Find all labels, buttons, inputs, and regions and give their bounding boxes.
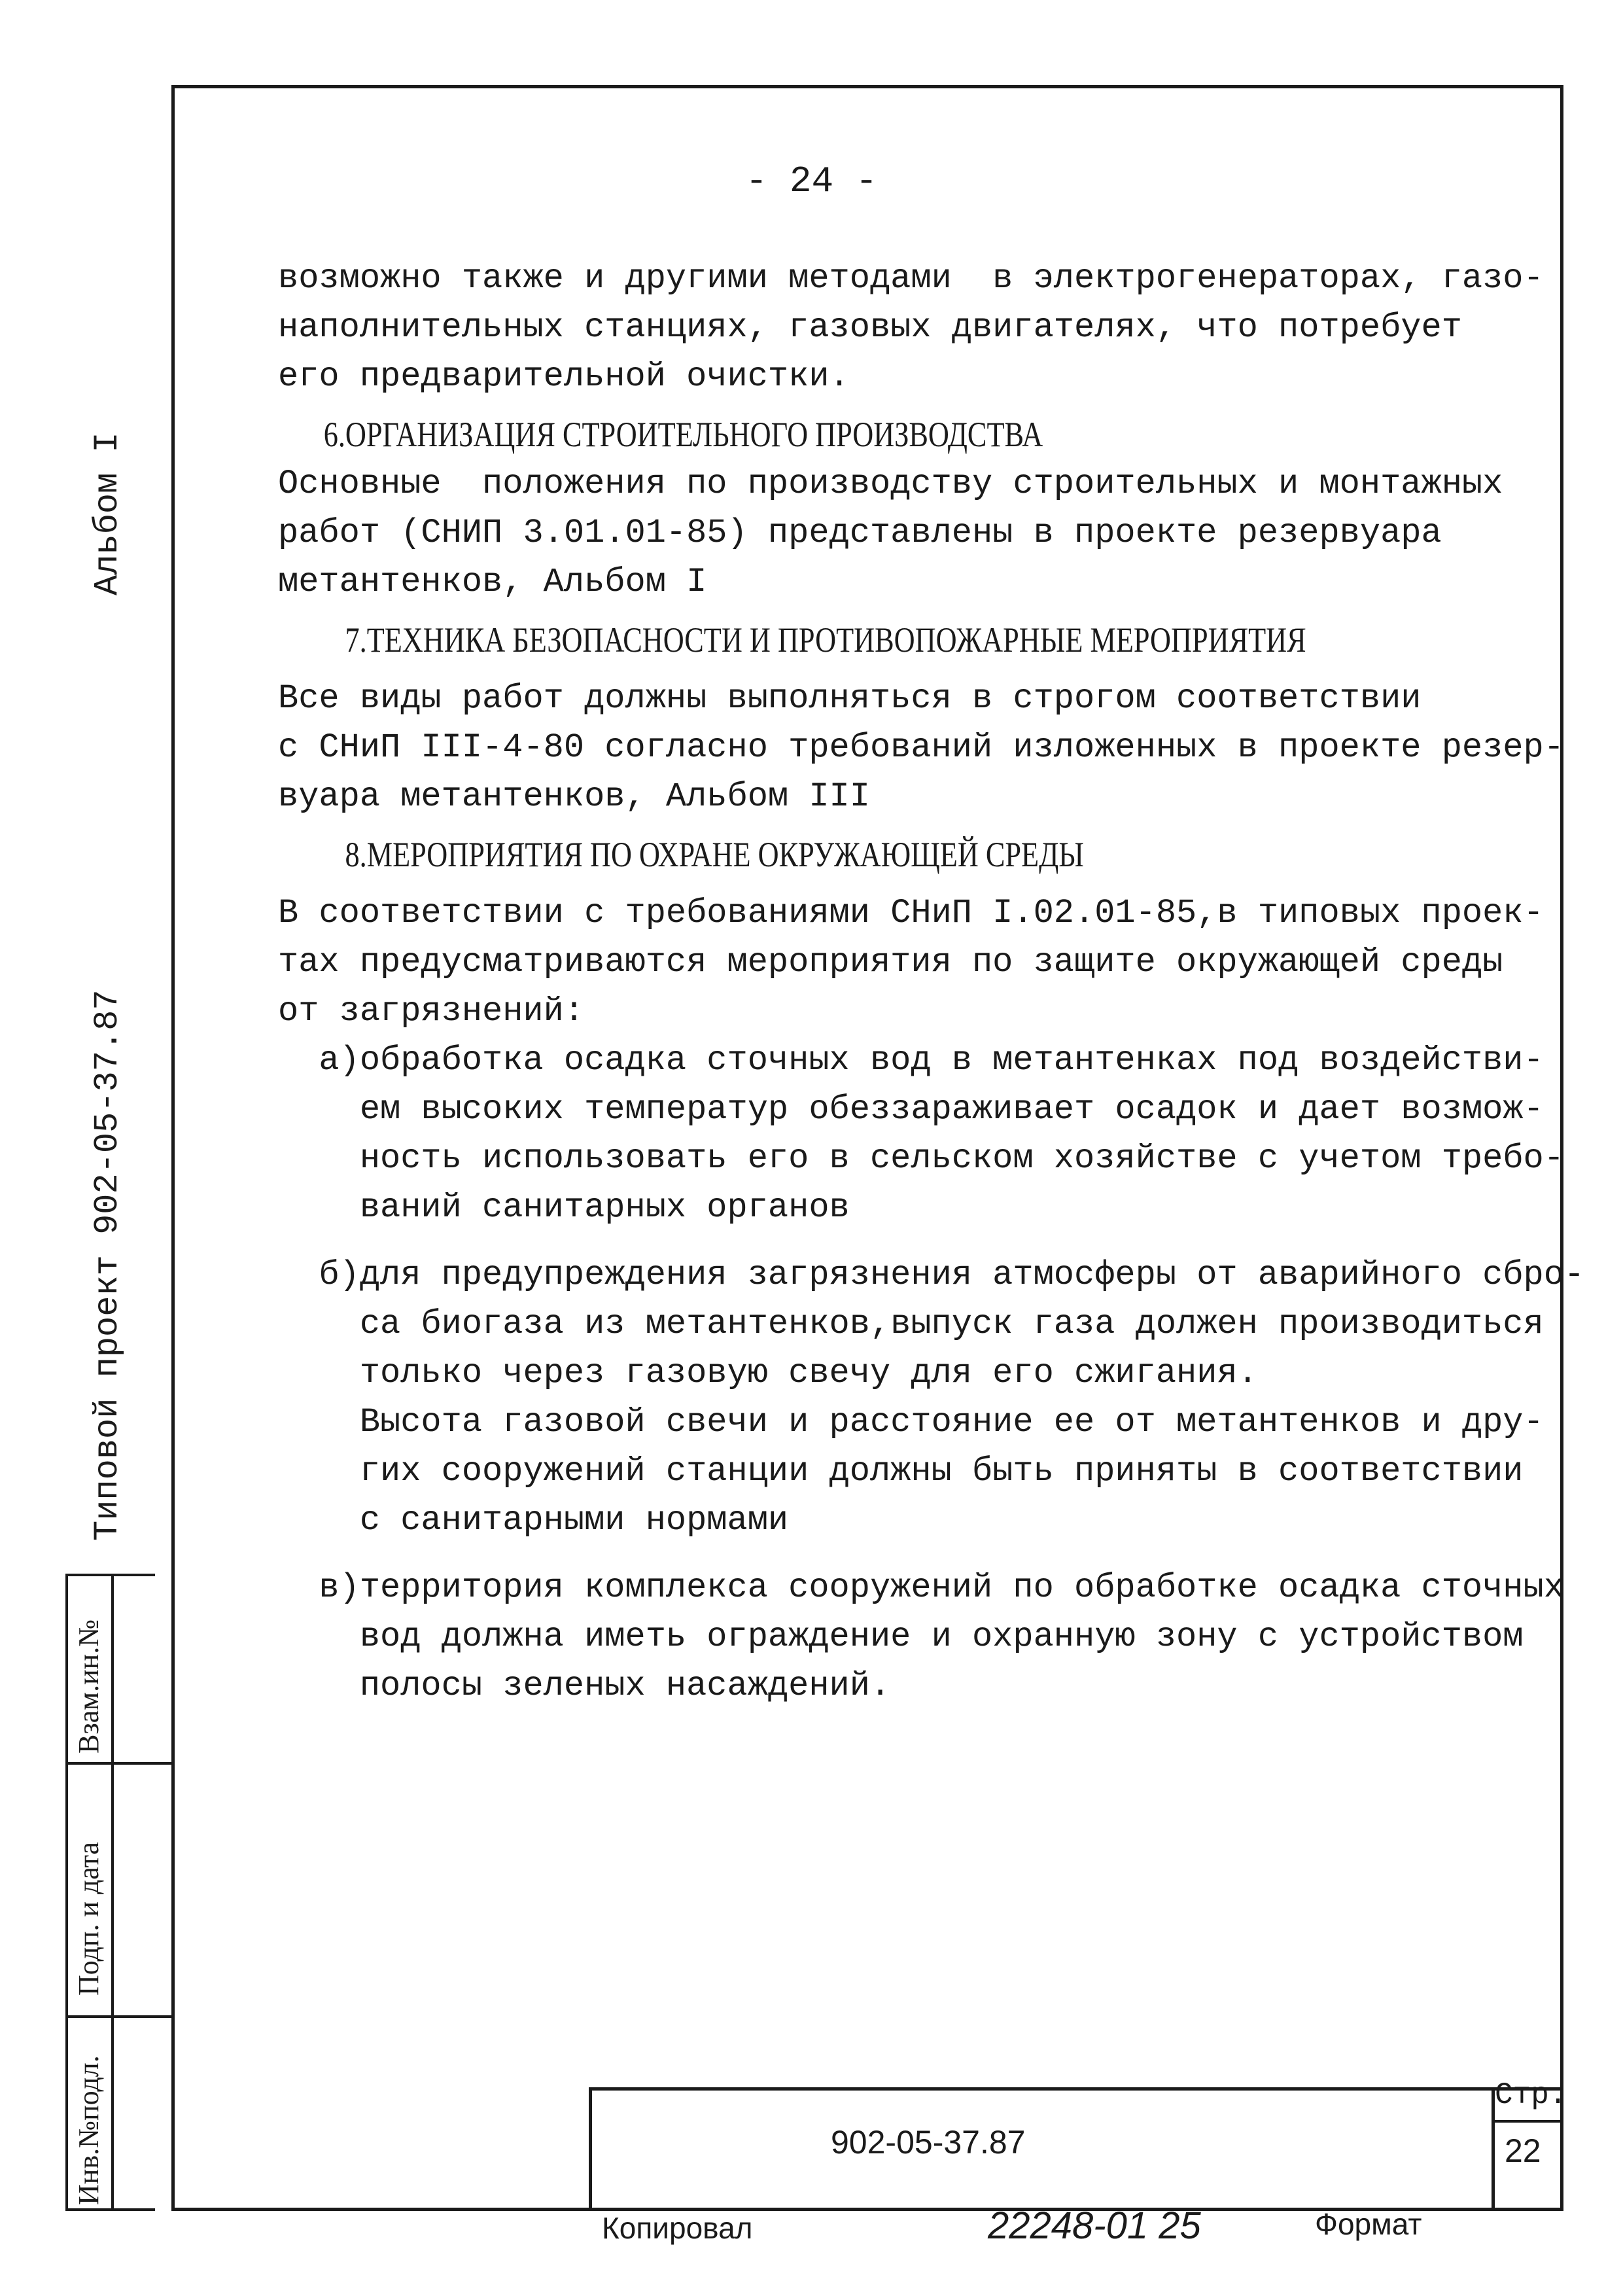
- section-6-text: [278, 459, 1547, 607]
- text-line: метантенков, Альбом I: [278, 563, 707, 601]
- text-line: Все виды работ должны выполняться в строгом соответствии: [278, 679, 1422, 718]
- project-label: Типовой проект 902-05-37.87: [88, 989, 127, 1541]
- replacement-inv-label: Взам.ин.№: [73, 1619, 105, 1754]
- text-line: вуара метантенков, Альбом III: [278, 777, 870, 816]
- text-line: полосы зеленых насаждений.: [278, 1667, 891, 1705]
- section-7-text: [278, 674, 1564, 821]
- signature-date-label: Подп. и дата: [73, 1841, 105, 1996]
- title-block-page-line: [1492, 2120, 1563, 2123]
- format-label: Формат: [1315, 2207, 1422, 2241]
- text-line: ем высоких температур обеззараживает осадок и дает возмож-: [278, 1090, 1544, 1129]
- inventory-number-label: Инв.№подл.: [73, 2055, 105, 2205]
- sheet-label: Стр.: [1495, 2078, 1567, 2112]
- section-8-text: [278, 889, 1547, 1036]
- order-number: 22248-01 25: [988, 2204, 1201, 2247]
- list-item-c: [278, 1563, 1564, 1710]
- approval-strip-line: [65, 2015, 171, 2018]
- text-line: са биогаза из метантенков,выпуск газа должен производиться: [278, 1305, 1544, 1343]
- section-6-heading: 6.ОРГАНИЗАЦИЯ СТРОИТЕЛЬНОГО ПРОИЗВОДСТВА: [323, 415, 1043, 454]
- text-line: с санитарными нормами: [278, 1501, 789, 1540]
- section-7-heading: 7.ТЕХНИКА БЕЗОПАСНОСТИ И ПРОТИВОПОЖАРНЫЕ МЕРОПРИЯТИЯ: [345, 620, 1306, 660]
- title-block: [589, 2087, 1563, 2211]
- text-line: ваний санитарных органов: [278, 1188, 850, 1227]
- text-line: наполнительных станциях, газовых двигателях, что потребует: [278, 308, 1462, 347]
- text-line: вод должна иметь ограждение и охранную зону с устройством: [278, 1617, 1524, 1656]
- text-line: тах предусматриваются мероприятия по защите окружающей среды: [278, 943, 1503, 981]
- text-line: работ (СНИП 3.01.01-85) представлены в проекте резервуара: [278, 514, 1442, 552]
- page-number: - 24 -: [745, 160, 878, 202]
- text-line: гих сооружений станции должны быть приняты в соответствии: [278, 1452, 1524, 1491]
- approval-strip-divider: [111, 1574, 114, 2211]
- text-line: Высота газовой свечи и расстояние ее от метантенков и дру-: [278, 1403, 1544, 1441]
- sheet-number: 22: [1505, 2132, 1541, 2169]
- intro-paragraph: [278, 254, 1547, 401]
- main-text: [278, 254, 1585, 1710]
- approval-strip-line: [65, 1762, 171, 1765]
- text-line: в)территория комплекса сооружений по обработке осадка сточных: [278, 1568, 1564, 1607]
- album-label: Альбом I: [88, 432, 127, 595]
- list-item-b: [278, 1250, 1585, 1545]
- text-line: В соответствии с требованиями СНиП I.02.01-85,в типовых проек-: [278, 894, 1544, 932]
- text-line: б)для предупреждения загрязнения атмосферы от аварийного сбро-: [278, 1256, 1585, 1294]
- text-line: его предварительной очистки.: [278, 357, 850, 396]
- text-line: возможно также и другими методами в электрогенераторах, газо-: [278, 259, 1544, 298]
- section-8-heading: 8.МЕРОПРИЯТИЯ ПО ОХРАНЕ ОКРУЖАЮЩЕЙ СРЕДЫ: [345, 835, 1084, 874]
- text-line: Основные положения по производству строительных и монтажных: [278, 465, 1503, 503]
- text-line: от загрязнений:: [278, 992, 585, 1031]
- text-line: ность использовать его в сельском хозяйстве с учетом требо-: [278, 1139, 1564, 1178]
- list-item-a: [278, 1036, 1564, 1232]
- text-line: а)обработка осадка сточных вод в метантенках под воздействи-: [278, 1041, 1544, 1080]
- document-code: 902-05-37.87: [831, 2124, 1026, 2161]
- copied-by-label: Копировал: [602, 2211, 753, 2245]
- text-line: с СНиП III-4-80 согласно требований изложенных в проекте резер-: [278, 728, 1564, 767]
- text-line: только через газовую свечу для его сжигания.: [278, 1354, 1258, 1392]
